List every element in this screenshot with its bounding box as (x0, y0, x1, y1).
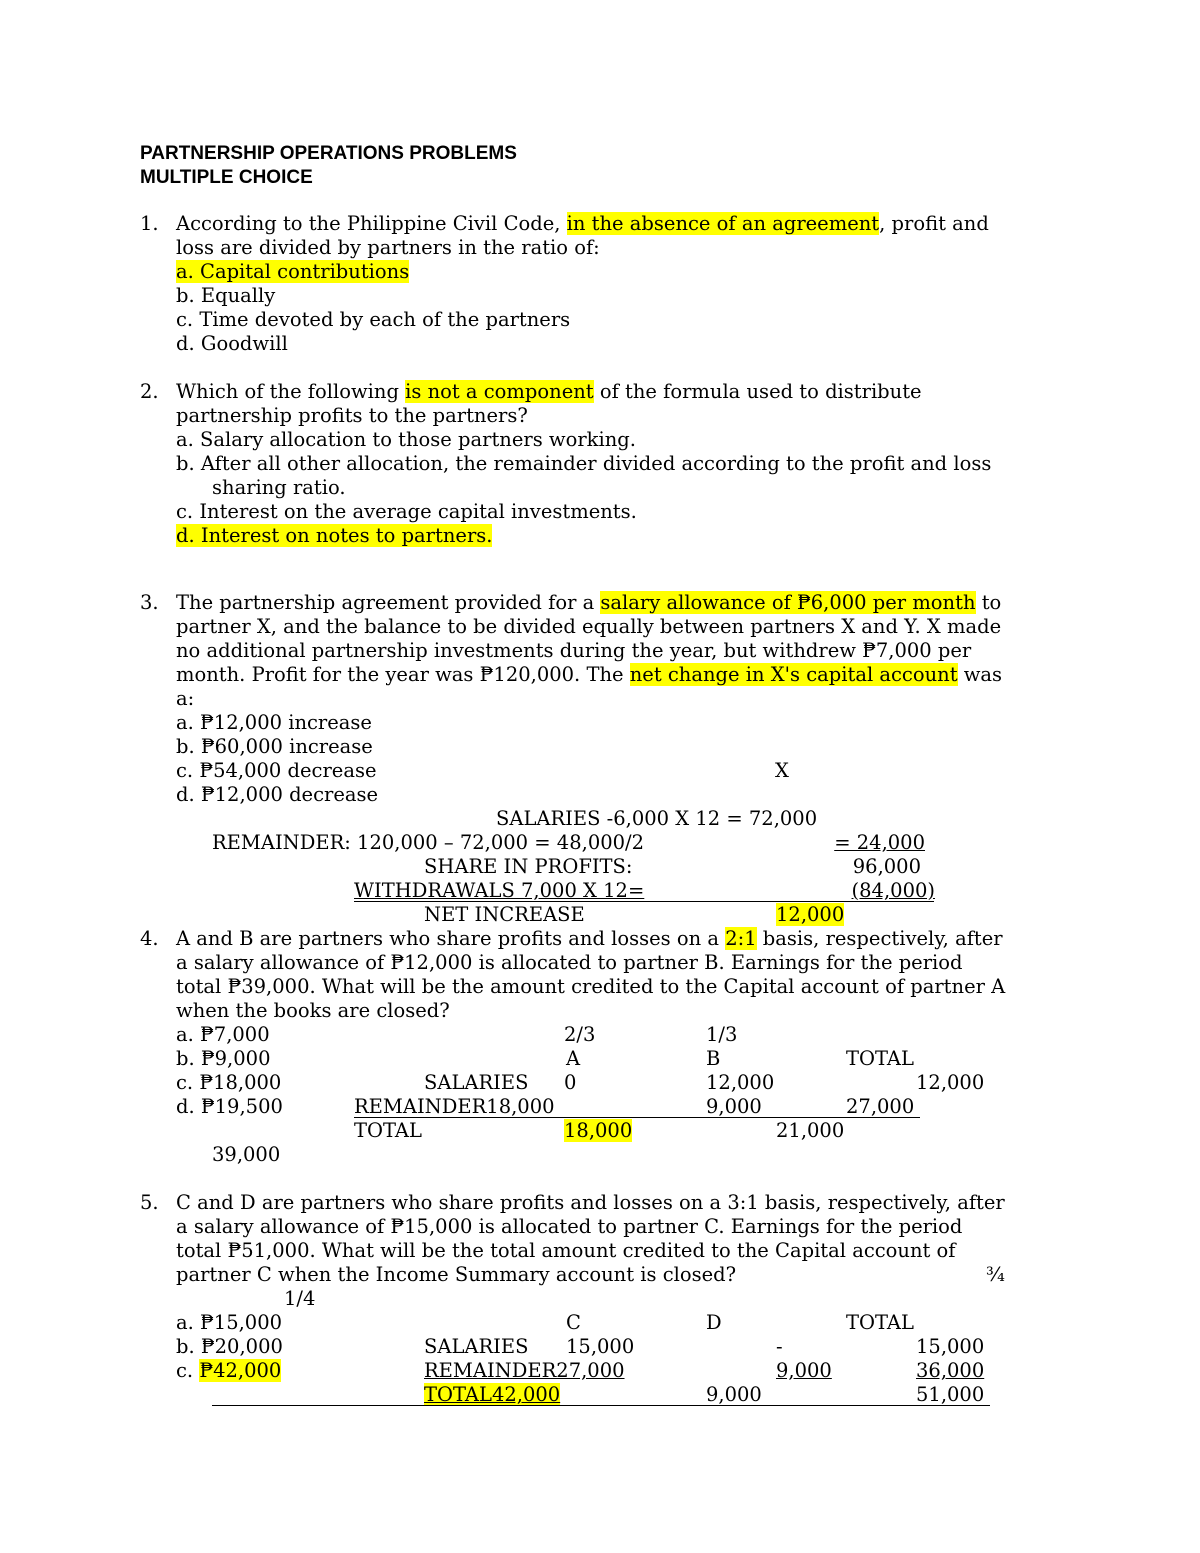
row-label: TOTAL (354, 1119, 422, 1142)
answer-option: b. ₱9,000 (176, 1047, 271, 1070)
answer-highlight: 18,000 (564, 1119, 633, 1142)
underline-rule (212, 1405, 990, 1406)
ratio-label: 1/4 (284, 1287, 316, 1310)
document-title: PARTNERSHIP OPERATIONS PROBLEMS (140, 143, 517, 164)
solution-value: = 24,000 (834, 831, 925, 854)
answer-value (776, 903, 844, 927)
correct-answer-highlight: ₱42,000 (199, 1359, 282, 1382)
question-number: 3. (140, 591, 159, 614)
column-header: B (706, 1047, 721, 1070)
highlight: 2:1 (725, 927, 757, 950)
correct-answer-highlight: d. Interest on notes to partners. (176, 524, 493, 547)
highlight: is not a component (405, 380, 594, 403)
answer-option (176, 524, 492, 548)
answer-option: d. ₱12,000 decrease (176, 783, 379, 806)
ratio-label: 1/3 (706, 1023, 738, 1046)
question-text: C and D are partners who share profits and losses on a 3:1 basis, respectively, after (176, 1191, 1005, 1214)
answer-option: b. After all other allocation, the remainder divided according to the profit and loss (176, 452, 992, 475)
question-number: 5. (140, 1191, 159, 1214)
question-text: partnership profits to the partners? (176, 404, 528, 427)
answer-option: d. ₱19,500 (176, 1095, 283, 1118)
cell-value: 12,000 (916, 1071, 985, 1094)
question-text: A and B are partners who share profits and losses on a 2:1 basis, respectively, after (176, 927, 1003, 950)
cell-value: 15,000 (566, 1335, 635, 1358)
cell-value: 27,000 (846, 1095, 915, 1118)
question-text: when the books are closed? (176, 999, 450, 1022)
cell-value: 9,000 (776, 1359, 832, 1382)
column-header: TOTAL (846, 1311, 914, 1334)
question-text: a salary allowance of ₱12,000 is allocated to partner B. Earnings for the period (176, 951, 963, 974)
answer-option: c. Interest on the average capital investments. (176, 500, 637, 523)
solution-line: SHARE IN PROFITS: (424, 855, 633, 878)
cell-value: 0 (564, 1071, 577, 1094)
column-header: X (775, 759, 789, 782)
question-number: 2. (140, 380, 159, 403)
solution-value: (84,000) (851, 879, 935, 902)
solution-line: SALARIES -6,000 X 12 = 72,000 (496, 807, 818, 830)
question-text: The partnership agreement provided for a salary allowance of ₱6,000 per month to (176, 591, 1002, 614)
cell-value: 36,000 (916, 1359, 985, 1382)
column-header: A (566, 1047, 581, 1070)
cell-value: 12,000 (706, 1071, 775, 1094)
question-text: partner C when the Income Summary account is closed? (176, 1263, 737, 1286)
highlight: net change in X's capital account (629, 663, 958, 686)
cell-value: 51,000 (916, 1383, 985, 1406)
answer-option: d. Goodwill (176, 332, 288, 355)
row-label: SALARIES (424, 1071, 529, 1094)
answer-option: c. ₱54,000 decrease (176, 759, 377, 782)
question-number: 1. (140, 212, 159, 235)
question-text: partner X, and the balance to be divided equally between partners X and Y. X made (176, 615, 1002, 638)
underline-rule (354, 1117, 920, 1118)
answer-option: c. ₱42,000 (176, 1359, 282, 1382)
underline-rule (354, 901, 934, 902)
solution-value: 96,000 (852, 855, 921, 878)
question-text: no additional partnership investments during the year, but withdrew ₱7,000 per (176, 639, 972, 662)
question-text: loss are divided by partners in the ratio of: (176, 236, 600, 259)
question-text: According to the Philippine Civil Code, in the absence of an agreement, profit and (176, 212, 989, 235)
column-header: C (566, 1311, 581, 1334)
cell-value: 21,000 (776, 1119, 845, 1142)
question-text: total ₱51,000. What will be the total amount credited to the Capital account of (176, 1239, 956, 1262)
question-text: Which of the following is not a component of the formula used to distribute (176, 380, 922, 403)
solution-line: WITHDRAWALS 7,000 X 12= (354, 879, 645, 902)
answer-option: a. ₱7,000 (176, 1023, 270, 1046)
cell-value: 9,000 (706, 1383, 762, 1406)
ratio-label: 2/3 (564, 1023, 596, 1046)
answer-option: c. Time devoted by each of the partners (176, 308, 571, 331)
column-header: D (706, 1311, 722, 1334)
question-text: a salary allowance of ₱15,000 is allocated to partner C. Earnings for the period (176, 1215, 963, 1238)
solution-line: NET INCREASE (424, 903, 585, 926)
answer-option: a. ₱15,000 (176, 1311, 283, 1334)
answer-option: a. Salary allocation to those partners working. (176, 428, 636, 451)
answer-highlight: TOTAL42,000 (424, 1383, 561, 1406)
ratio-label: ¾ (986, 1263, 1005, 1286)
answer-option: b. Equally (176, 284, 276, 307)
answer-highlight: 12,000 (776, 903, 845, 926)
row-label: REMAINDER27,000 (424, 1359, 625, 1382)
cell-value: 9,000 (706, 1095, 762, 1118)
question-text: total ₱39,000. What will be the amount credited to the Capital account of partner A (176, 975, 1006, 998)
answer-option: b. ₱60,000 increase (176, 735, 373, 758)
highlight: salary allowance of ₱6,000 per month (600, 591, 976, 614)
row-label (424, 1383, 560, 1407)
answer-option: b. ₱20,000 (176, 1335, 283, 1358)
question-text: a: (176, 687, 195, 710)
column-header: TOTAL (846, 1047, 914, 1070)
question-text: month. Profit for the year was ₱120,000. The net change in X's capital account was (176, 663, 1003, 686)
correct-answer-highlight: a. Capital contributions (176, 260, 410, 283)
question-number: 4. (140, 927, 159, 950)
answer-option: sharing ratio. (212, 476, 346, 499)
highlight: in the absence of an agreement (566, 212, 880, 235)
cell-value: 15,000 (916, 1335, 985, 1358)
answer-value (564, 1119, 632, 1143)
document-subtitle: MULTIPLE CHOICE (140, 167, 313, 188)
answer-option: c. ₱18,000 (176, 1071, 282, 1094)
answer-option: a. ₱12,000 increase (176, 711, 372, 734)
row-label: REMAINDER18,000 (354, 1095, 555, 1118)
answer-option (176, 260, 409, 284)
row-label: SALARIES (424, 1335, 529, 1358)
cell-value: - (776, 1335, 783, 1358)
solution-line: REMAINDER: 120,000 – 72,000 = 48,000/2 (212, 831, 645, 854)
cell-value: 39,000 (212, 1143, 281, 1166)
